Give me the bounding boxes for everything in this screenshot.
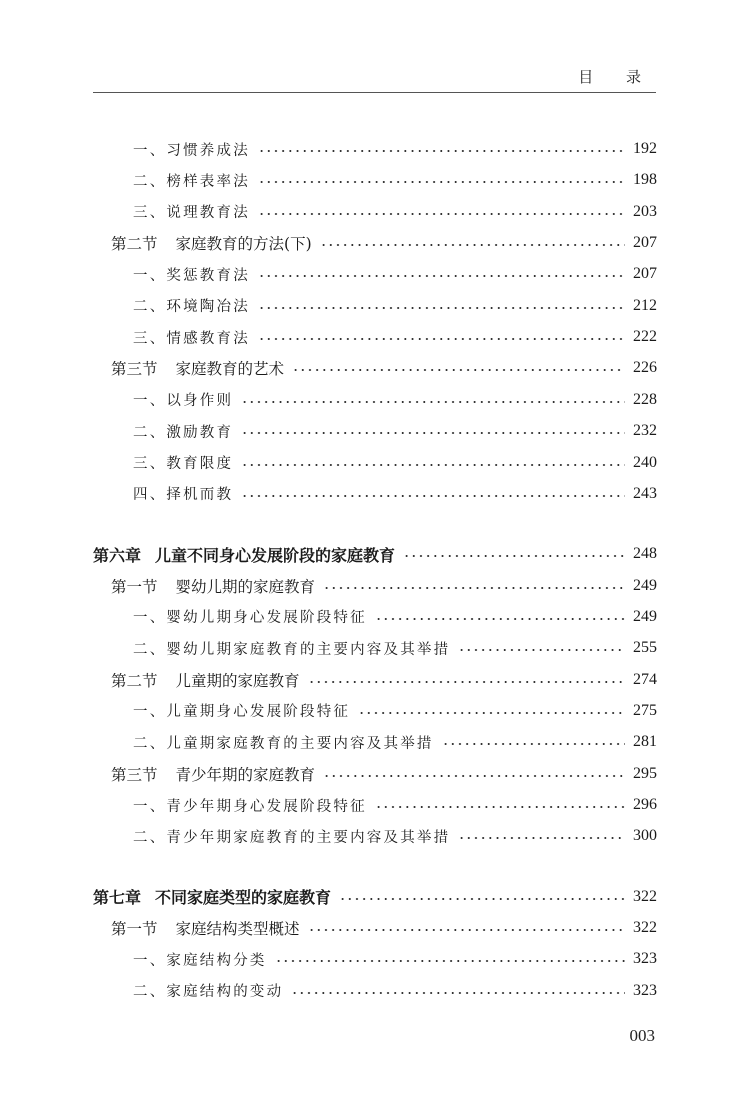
entry-text: 一、儿童期身心发展阶段特征 [133,704,351,721]
dot-leader [308,929,625,931]
toc-item-row[interactable] [0,604,750,630]
entry-text: 家庭教育的艺术 [175,360,285,379]
toc-entry-title [0,264,250,285]
toc-item-row[interactable] [0,729,750,755]
entry-text: 青少年期的家庭教育 [175,765,316,784]
dot-leader [241,432,625,434]
dot-leader [375,618,625,620]
toc-entry-title [0,389,233,410]
toc-entry-title [0,700,350,721]
dot-leader [458,649,625,651]
toc-entry-title [0,421,233,442]
toc-entry-title [0,483,233,504]
toc-page-number: 255 [633,639,657,657]
dot-leader [275,960,625,962]
toc-entry-title [0,232,312,254]
toc-section-row[interactable] [0,761,750,787]
dot-leader [258,150,625,152]
toc-page-number: 295 [633,764,657,782]
entry-text: 一、奖惩教育法 [133,267,250,284]
toc-item-row[interactable] [0,167,750,193]
toc-page-number: 198 [633,171,657,189]
toc-page-number: 249 [633,607,657,625]
toc-section-row[interactable] [0,667,750,693]
entry-text: 一、青少年期身心发展阶段特征 [133,798,367,815]
toc-entry-title [0,452,233,473]
toc-page-number: 207 [633,234,657,252]
toc-page-number: 226 [633,359,657,377]
toc-chapter-row[interactable] [0,884,750,910]
toc-page-number: 243 [633,484,657,502]
dot-leader [258,307,625,309]
toc-page-number: 240 [633,453,657,471]
dot-leader [358,712,625,714]
toc-entry-title [0,669,300,691]
entry-text: 儿童期的家庭教育 [175,671,300,690]
toc-page-number: 192 [633,140,657,157]
dot-leader [291,992,625,994]
toc-item-row[interactable] [0,698,750,724]
toc-item-row[interactable] [0,792,750,818]
toc-entry-title [0,638,450,659]
dot-leader [403,555,625,557]
toc-section-row[interactable] [0,573,750,599]
dot-leader [375,806,625,808]
toc-entry-title [0,949,267,970]
toc-page-number: 207 [633,265,657,283]
toc-page-number: 300 [633,827,657,845]
toc-entry-title [0,139,250,160]
dot-leader [458,837,625,839]
dot-leader [323,775,625,777]
entry-text: 家庭教育的方法(下) [175,235,312,254]
toc-page-number: 275 [633,701,657,719]
dot-leader [258,338,625,340]
entry-text: 不同家庭类型的家庭教育 [155,888,332,908]
toc-entry-title [0,543,395,566]
toc-page-number: 323 [633,981,657,999]
toc-item-row[interactable] [0,481,750,507]
entry-text: 儿童不同身心发展阶段的家庭教育 [155,545,396,565]
toc-page-number: 228 [633,390,657,408]
toc-item-row[interactable] [0,387,750,413]
toc-entry-title [0,357,284,379]
entry-text: 二、青少年期家庭教育的主要内容及其举措 [133,829,451,846]
toc-entry-title [0,826,450,847]
toc-item-row[interactable] [0,293,750,319]
page-number: 003 [629,1026,655,1045]
toc-entry-title [0,201,250,222]
running-header-title: 目 录 [578,68,655,86]
toc-page-number: 203 [633,202,657,220]
entry-text: 婴幼儿期的家庭教育 [175,577,316,596]
dot-leader [292,369,625,371]
toc-section-row[interactable] [0,230,750,256]
toc-item-row[interactable] [0,418,750,444]
toc-entry-title [0,170,250,191]
toc-item-row[interactable] [0,261,750,287]
toc-page-number: 249 [633,576,657,594]
toc-page-number: 212 [633,296,657,314]
toc-page-number: 248 [633,545,657,563]
toc-page-number: 222 [633,328,657,346]
entry-text: 二、榜样表率法 [133,173,250,190]
toc-item-row[interactable] [0,823,750,849]
toc-item-row[interactable] [0,635,750,661]
section-number: 第二节 [111,235,158,254]
section-number: 第一节 [111,577,158,596]
entry-text: 一、婴幼儿期身心发展阶段特征 [133,610,367,627]
entry-text: 二、环境陶冶法 [133,299,250,316]
entry-text: 一、习惯养成法 [133,142,250,159]
section-number: 第三节 [111,765,158,784]
entry-text: 一、以身作则 [133,393,234,410]
chapter-number: 第六章 [93,545,142,565]
section-number: 第一节 [111,920,158,939]
toc-page-number: 281 [633,733,657,751]
toc-entry-title [0,980,283,1001]
entry-text: 二、家庭结构的变动 [133,984,284,1001]
entry-text: 二、婴幼儿期家庭教育的主要内容及其举措 [133,641,451,658]
section-number: 第三节 [111,360,158,379]
toc-entry-title [0,917,300,939]
dot-leader [323,587,625,589]
entry-text: 二、儿童期家庭教育的主要内容及其举措 [133,735,434,752]
toc-section-row[interactable] [0,915,750,941]
dot-leader [308,681,625,683]
entry-text: 二、激励教育 [133,424,234,441]
toc-page-number: 322 [633,919,657,937]
toc-page-number: 274 [633,670,657,688]
chapter-number: 第七章 [93,888,142,908]
toc-item-row[interactable] [0,946,750,972]
dot-leader [442,743,625,745]
dot-leader [320,244,625,246]
dot-leader [258,213,625,215]
toc-item-row[interactable] [0,324,750,350]
toc-entry-title [0,795,367,816]
dot-leader [339,898,625,900]
toc-item-row[interactable] [0,978,750,1004]
toc-item-row[interactable] [0,136,750,162]
entry-text: 三、情感教育法 [133,330,250,347]
dot-leader [258,181,625,183]
toc-page-number: 296 [633,796,657,813]
toc-entry-title [0,763,315,785]
entry-text: 一、家庭结构分类 [133,952,267,969]
entry-text: 三、教育限度 [133,456,234,472]
toc-page-number: 322 [633,887,657,905]
entry-text: 家庭结构类型概述 [175,920,300,939]
toc-entry-title [0,885,331,908]
section-number: 第二节 [111,671,158,690]
toc-item-row[interactable] [0,450,750,476]
entry-text: 四、择机而教 [133,487,234,504]
dot-leader [241,401,625,403]
dot-leader [241,495,625,497]
toc-entry-title [0,732,434,753]
toc-entry-title [0,606,367,627]
toc-entry-title [0,295,250,316]
header-divider [93,92,656,93]
toc-entry-title [0,327,250,348]
dot-leader [258,275,625,277]
toc-entry-title [0,575,315,597]
toc-item-row[interactable] [0,199,750,225]
toc-page-number: 232 [633,422,657,440]
entry-text: 三、说理教育法 [133,205,250,222]
toc-chapter-row[interactable] [0,541,750,567]
toc-page-number: 323 [633,950,657,968]
toc-section-row[interactable] [0,355,750,381]
dot-leader [241,464,625,466]
